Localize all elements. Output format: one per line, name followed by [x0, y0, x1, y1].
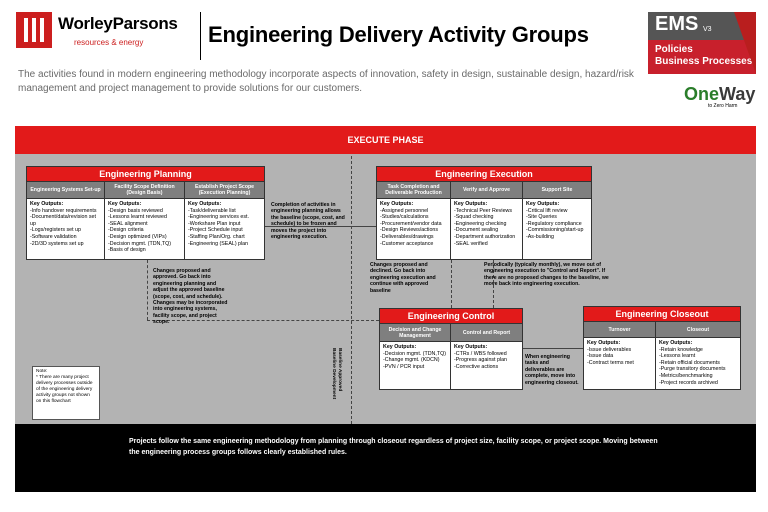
output-item: -Engineering checking — [454, 220, 507, 227]
key-outputs-label: Key Outputs: — [587, 340, 621, 346]
output-item: -Document sealing — [454, 227, 499, 234]
note-changes-approved: Changes proposed and approved. Go back into engineering planning and adjust the approved baseline (scope, cost, and schedule). Changes may be incorporated into engineering systems, facility scope, and project scope. — [153, 268, 228, 326]
column-turnover — [584, 322, 656, 389]
output-item: -Lessons learnt — [659, 353, 696, 360]
key-outputs-label: Key Outputs: — [30, 201, 64, 207]
column-control-report — [451, 324, 522, 389]
output-item: -Basis of design — [108, 247, 146, 254]
connector-back-to-planning — [147, 260, 148, 320]
baseline-divider — [351, 156, 352, 424]
column-verify-approve — [451, 182, 523, 259]
output-item: -Issue deliverables — [587, 346, 632, 353]
output-item: -Design optimized (VIPs) — [108, 233, 167, 240]
group-engineering-control — [379, 308, 523, 390]
ems-line-1: Policies — [655, 44, 693, 55]
output-item: -Commissioning/start-up — [526, 227, 584, 234]
output-item: -Deliverables/drawings — [380, 233, 434, 240]
key-outputs-label: Key Outputs: — [108, 201, 142, 207]
ems-line-2: Business Processes — [655, 56, 753, 67]
output-item: -Staffing Plan/Org. chart — [188, 233, 245, 240]
key-outputs-label: Key Outputs: — [659, 340, 693, 346]
group-engineering-execution — [376, 166, 592, 260]
output-item: -Purge transitory documents — [659, 366, 726, 373]
output-item: -SEAL alignment — [108, 220, 148, 227]
output-item: -Task/deliverable list — [188, 207, 236, 214]
output-item: -Critical lift review — [526, 207, 568, 214]
output-item: -Project Schedule input — [188, 227, 243, 234]
key-outputs-label: Key Outputs: — [383, 344, 417, 350]
logo-mark-icon — [16, 12, 52, 48]
footer-banner — [15, 424, 756, 492]
output-item: -Customer acceptance — [380, 240, 434, 247]
column-project-scope — [185, 182, 264, 259]
output-item: -Progress against plan — [454, 357, 507, 364]
output-item: -Design Reviews/actions — [380, 227, 438, 234]
output-item: -Document/data/revision set up — [30, 214, 96, 227]
connector-execution-to-control — [451, 260, 452, 308]
output-item: -Contract terms met — [587, 359, 634, 366]
output-item: -Assigned personnel — [380, 207, 429, 214]
group-title: Engineering Closeout — [584, 307, 740, 322]
column-decision-change — [380, 324, 451, 389]
output-item: -PVN / PCR input — [383, 363, 425, 370]
ems-version: V3 — [703, 26, 712, 33]
ems-badge — [648, 12, 756, 74]
column-heading: Decision and Change Management — [380, 324, 450, 342]
column-heading: Verify and Approve — [451, 182, 522, 199]
output-item: -Engineering (SEAL) plan — [188, 240, 249, 247]
group-engineering-planning — [26, 166, 265, 260]
output-item: -CTRs / WBS followed — [454, 350, 507, 357]
note-completion: Completion of activities in engineering planning allows the baseline (scope, cost, and schedule) to be frozen and moves the project into engineering execution. — [271, 202, 345, 241]
output-item: -SEAL verified — [454, 240, 488, 247]
output-item: -Corrective actions — [454, 363, 499, 370]
output-item: -Lessons learnt reviewed — [108, 214, 167, 221]
output-item: -Department authorization — [454, 233, 516, 240]
output-item: -As-building — [526, 233, 554, 240]
logo-tagline: resources & energy — [74, 38, 144, 47]
output-item: -Change mgmt. (KDCN) — [383, 357, 440, 364]
ems-corner-shape — [734, 12, 756, 74]
column-heading: Facility Scope Definition (Design Basis) — [105, 182, 184, 199]
output-item: -Technical Peer Reviews — [454, 207, 512, 214]
group-engineering-closeout — [583, 306, 741, 390]
connector-control-to-closeout — [523, 348, 583, 349]
column-closeout — [656, 322, 740, 389]
column-body — [377, 199, 450, 249]
baseline-approved-label: Baseline Approved — [337, 348, 342, 392]
column-body — [584, 338, 655, 368]
output-item: -Retain official documents — [659, 359, 720, 366]
column-heading: Engineering Systems Set-up — [27, 182, 104, 199]
worleyparsons-logo — [16, 12, 196, 52]
key-outputs-label: Key Outputs: — [454, 344, 488, 350]
output-item: -Decision mgmt. (TDN,TQ) — [383, 350, 446, 357]
output-item: -Workshare Plan input — [188, 220, 241, 227]
key-outputs-label: Key Outputs: — [454, 201, 488, 207]
output-item: -Engineering services est. — [188, 214, 249, 221]
column-heading: Closeout — [656, 322, 740, 338]
note-complete: When engineering tasks and deliverables are complete, move into engineering closeout. — [525, 354, 579, 386]
column-task-completion — [377, 182, 451, 259]
key-outputs-label: Key Outputs: — [188, 201, 222, 207]
output-item: -Metrics/benchmarking — [659, 372, 713, 379]
note-box: Note: * There are many project delivery processes outside of the engineering delivery activity groups not shown on this flowchart — [32, 366, 100, 420]
output-item: -2D/3D systems set up — [30, 240, 84, 247]
column-body — [451, 199, 522, 249]
group-title: Engineering Planning — [27, 167, 264, 182]
phase-bar — [15, 126, 756, 154]
output-item: -Regulatory compliance — [526, 220, 582, 227]
key-outputs-label: Key Outputs: — [380, 201, 414, 207]
output-item: -Procurement/vendor data — [380, 220, 442, 227]
column-heading: Control and Report — [451, 324, 522, 342]
baseline-labels — [332, 348, 350, 408]
oneway-logo — [684, 84, 758, 114]
column-systems-setup — [27, 182, 105, 259]
column-body — [27, 199, 104, 249]
phase-label: EXECUTE PHASE — [347, 135, 424, 145]
column-body — [451, 342, 522, 372]
output-item: -Info handover requirements — [30, 207, 97, 214]
intro-text: The activities found in modern engineering methodology incorporate aspects of innovation, safety in design, sustainable design, hazard/risk management and project management to provide solutions for our customers. — [18, 69, 634, 94]
column-facility-scope — [105, 182, 185, 259]
output-item: -Logs/registers set up — [30, 227, 81, 234]
column-body — [185, 199, 264, 249]
column-heading: Turnover — [584, 322, 655, 338]
column-body — [523, 199, 591, 243]
output-item: -Studies/calculations — [380, 214, 429, 221]
oneway-tagline: to Zero Harm — [708, 103, 738, 109]
output-item: -Design criteria — [108, 227, 144, 234]
group-title: Engineering Control — [380, 309, 522, 324]
title-divider — [200, 12, 201, 60]
column-heading: Establish Project Scope (Execution Planning) — [185, 182, 264, 199]
logo-name: WorleyParsons — [58, 14, 178, 33]
column-support-site — [523, 182, 591, 259]
output-item: -Squad checking — [454, 214, 494, 221]
oneway-one: One — [684, 84, 720, 104]
ems-label: EMS — [655, 13, 699, 35]
group-title: Engineering Execution — [377, 167, 591, 182]
footer-text: Projects follow the same engineering methodology from planning through closeout regardless of project size, facility scope, or project scope. Moving between the engineering process groups follows clearly established rules. — [129, 438, 658, 456]
column-body — [105, 199, 184, 256]
output-item: -Design basis reviewed — [108, 207, 163, 214]
note-periodically: Periodically (typically monthly), we move out of engineering execution to "Control and Report". If there are no proposed changes to the baseline, we move back into engineering execution. — [484, 262, 609, 288]
output-item: -Issue data — [587, 353, 614, 360]
column-heading: Support Site — [523, 182, 591, 199]
output-item: -Software validation — [30, 233, 77, 240]
page-title: Engineering Delivery Activity Groups — [208, 22, 589, 47]
key-outputs-label: Key Outputs: — [526, 201, 560, 207]
output-item: -Decision mgmt. (TDN,TQ) — [108, 240, 171, 247]
output-item: -Project records archived — [659, 379, 718, 386]
output-item: -Site Queries — [526, 214, 557, 221]
note-changes-declined: Changes proposed and declined. Go back into engineering execution and continue with approved baseline — [370, 262, 436, 294]
column-heading: Task Completion and Deliverable Production — [377, 182, 450, 199]
column-body — [380, 342, 450, 372]
oneway-way: Way — [719, 84, 756, 104]
baseline-development-label: Baseline Development — [331, 348, 336, 400]
output-item: -Retain knowledge — [659, 346, 703, 353]
column-body — [656, 338, 740, 388]
